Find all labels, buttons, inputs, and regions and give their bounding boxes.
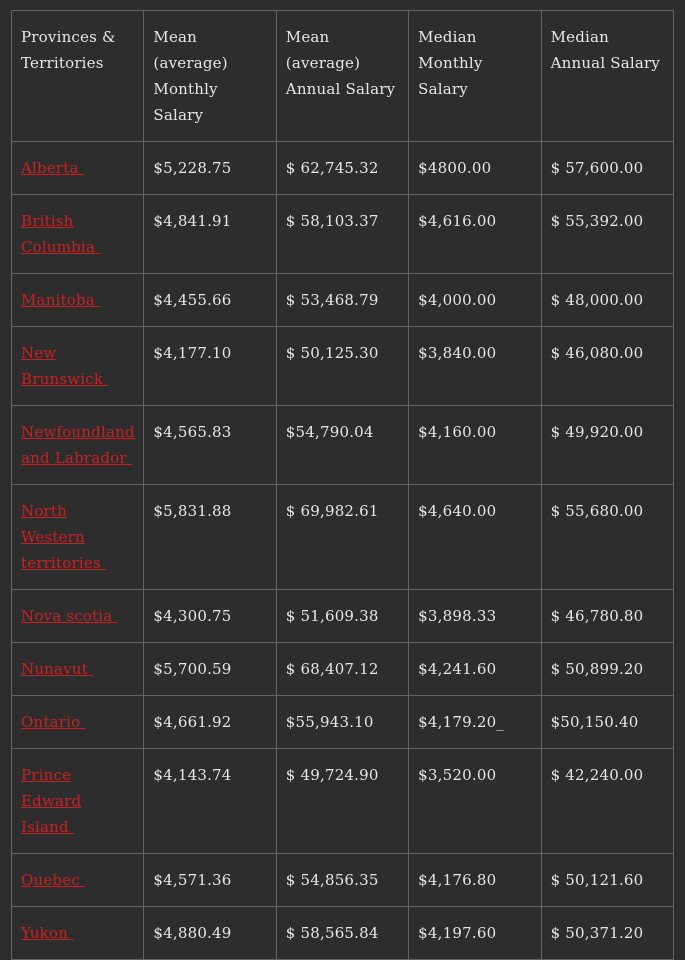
- province-cell: [12, 195, 144, 274]
- province-link[interactable]: Nunavut: [21, 660, 88, 678]
- province-link[interactable]: British Columbia: [21, 212, 96, 256]
- median-annual-cell: $ 50,371.20: [541, 907, 673, 960]
- mean-annual-cell: $ 49,724.90: [276, 749, 408, 854]
- mean-annual-cell: $ 50,125.30: [276, 327, 408, 406]
- mean-annual-cell: $ 58,103.37: [276, 195, 408, 274]
- median-annual-cell: $ 55,392.00: [541, 195, 673, 274]
- mean-monthly-cell: $5,228.75: [144, 142, 276, 195]
- mean-monthly-cell: $4,880.49: [144, 907, 276, 960]
- mean-monthly-cell: $4,455.66: [144, 274, 276, 327]
- table-header: [12, 11, 674, 142]
- table-row: [12, 406, 674, 485]
- province-link[interactable]: Ontario: [21, 713, 81, 731]
- table-row: [12, 907, 674, 960]
- province-link[interactable]: Manitoba: [21, 291, 95, 309]
- mean-monthly-cell: $5,831.88: [144, 485, 276, 590]
- mean-annual-cell: $ 58,565.84: [276, 907, 408, 960]
- median-annual-cell: $ 50,899.20: [541, 643, 673, 696]
- table-row: [12, 590, 674, 643]
- province-link[interactable]: Newfoundland and Labrador: [21, 423, 135, 467]
- median-annual-cell: $ 57,600.00: [541, 142, 673, 195]
- median-monthly-cell: $4,176.80: [409, 854, 541, 907]
- province-cell: [12, 907, 144, 960]
- median-monthly-cell: $4,160.00: [409, 406, 541, 485]
- table-row: [12, 274, 674, 327]
- mean-monthly-cell: $4,841.91: [144, 195, 276, 274]
- mean-monthly-cell: $4,177.10: [144, 327, 276, 406]
- median-monthly-cell: $3,898.33: [409, 590, 541, 643]
- province-link[interactable]: Yukon: [21, 924, 69, 942]
- mean-annual-cell: $ 53,468.79: [276, 274, 408, 327]
- mean-annual-cell: $ 68,407.12: [276, 643, 408, 696]
- median-annual-cell: $ 46,080.00: [541, 327, 673, 406]
- mean-annual-cell: $54,790.04: [276, 406, 408, 485]
- median-annual-cell: $ 42,240.00: [541, 749, 673, 854]
- median-monthly-cell: $4,241.60: [409, 643, 541, 696]
- mean-monthly-cell: $5,700.59: [144, 643, 276, 696]
- province-cell: [12, 696, 144, 749]
- province-cell: [12, 406, 144, 485]
- table-row: [12, 854, 674, 907]
- median-monthly-cell: $4,616.00: [409, 195, 541, 274]
- province-link[interactable]: Quebec: [21, 871, 80, 889]
- mean-annual-cell: $ 62,745.32: [276, 142, 408, 195]
- province-cell: [12, 590, 144, 643]
- table-row: [12, 485, 674, 590]
- mean-monthly-cell: $4,661.92: [144, 696, 276, 749]
- salary-table: [11, 10, 674, 960]
- province-cell: [12, 142, 144, 195]
- mean-monthly-cell: $4,143.74: [144, 749, 276, 854]
- province-link[interactable]: North Western territories: [21, 502, 101, 572]
- median-monthly-cell: $4,640.00: [409, 485, 541, 590]
- median-annual-cell: $ 49,920.00: [541, 406, 673, 485]
- table-row: [12, 749, 674, 854]
- table-body: [12, 142, 674, 960]
- mean-annual-cell: $55,943.10: [276, 696, 408, 749]
- province-cell: [12, 643, 144, 696]
- col-header-median-annual: Median Annual Salary: [541, 11, 673, 142]
- province-link[interactable]: New Brunswick: [21, 344, 104, 388]
- table-row: [12, 643, 674, 696]
- table-row: [12, 696, 674, 749]
- mean-monthly-cell: $4,571.36: [144, 854, 276, 907]
- province-cell: [12, 854, 144, 907]
- mean-monthly-cell: $4,565.83: [144, 406, 276, 485]
- table-row: [12, 327, 674, 406]
- median-annual-cell: $ 50,121.60: [541, 854, 673, 907]
- province-link[interactable]: Prince Edward Island: [21, 766, 82, 836]
- mean-annual-cell: $ 51,609.38: [276, 590, 408, 643]
- province-cell: [12, 274, 144, 327]
- median-monthly-cell: $4800.00: [409, 142, 541, 195]
- mean-annual-cell: $ 54,856.35: [276, 854, 408, 907]
- median-annual-cell: $ 55,680.00: [541, 485, 673, 590]
- table-row: [12, 195, 674, 274]
- median-annual-cell: $ 48,000.00: [541, 274, 673, 327]
- header-row: [12, 11, 674, 142]
- province-cell: [12, 327, 144, 406]
- province-cell: [12, 485, 144, 590]
- province-link[interactable]: Nova scotia: [21, 607, 113, 625]
- province-link[interactable]: Alberta: [21, 159, 79, 177]
- median-monthly-cell: $4,000.00: [409, 274, 541, 327]
- median-annual-cell: $50,150.40: [541, 696, 673, 749]
- median-annual-cell: $ 46,780.80: [541, 590, 673, 643]
- median-monthly-cell: $3,520.00: [409, 749, 541, 854]
- median-monthly-cell: $3,840.00: [409, 327, 541, 406]
- col-header-mean-monthly: Mean (average) Monthly Salary: [144, 11, 276, 142]
- col-header-provinces: Provinces & Territories: [12, 11, 144, 142]
- mean-monthly-cell: $4,300.75: [144, 590, 276, 643]
- col-header-mean-annual: Mean (average) Annual Salary: [276, 11, 408, 142]
- province-cell: [12, 749, 144, 854]
- median-monthly-cell: $4,197.60: [409, 907, 541, 960]
- mean-annual-cell: $ 69,982.61: [276, 485, 408, 590]
- median-monthly-cell: $4,179.20_: [409, 696, 541, 749]
- col-header-median-monthly: Median Monthly Salary: [409, 11, 541, 142]
- table-row: [12, 142, 674, 195]
